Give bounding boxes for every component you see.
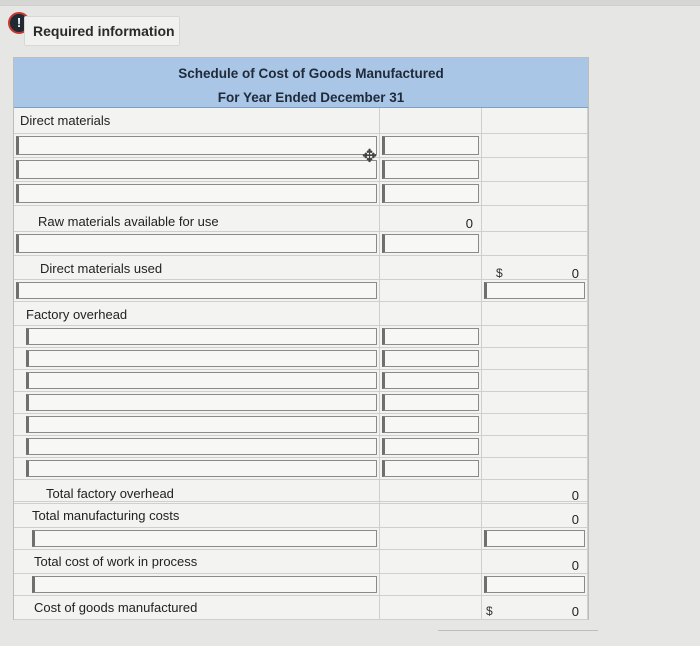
ending-wip-amount-input[interactable] [484, 576, 585, 593]
dm-item-1-label-input[interactable] [16, 136, 377, 155]
foh-label-cell [14, 348, 380, 370]
total-factory-overhead-label: Total factory overhead [14, 482, 380, 504]
empty-cell [482, 134, 588, 158]
empty-cell [380, 482, 482, 504]
table-row [14, 414, 588, 436]
table-row [14, 280, 588, 302]
foh-item-7-amount-input[interactable] [382, 460, 479, 477]
wip-amount-cell [482, 528, 588, 550]
direct-materials-used-amount: 0 [571, 266, 579, 280]
cost-of-goods-manufactured-value [482, 596, 588, 620]
foh-label-cell [14, 370, 380, 392]
empty-cell [482, 392, 588, 414]
empty-cell [380, 504, 482, 528]
cost-of-goods-manufactured-amount: 0 [571, 604, 579, 619]
ending-raw-materials-label-input[interactable] [16, 234, 377, 253]
foh-label-cell [14, 392, 380, 414]
foh-amount-cell [380, 392, 482, 414]
empty-cell [380, 108, 482, 134]
table-row [14, 134, 588, 158]
direct-materials-label: Direct materials [14, 108, 380, 134]
empty-cell [380, 528, 482, 550]
table-row [14, 232, 588, 256]
table-row [14, 206, 588, 232]
empty-cell [482, 232, 588, 256]
foh-label-cell [14, 326, 380, 348]
dm-item-cell [380, 134, 482, 158]
table-row [14, 574, 588, 596]
table-row [14, 182, 588, 206]
dm-item-3-amount-input[interactable] [382, 184, 479, 203]
cost-of-goods-manufactured-label: Cost of goods manufactured [14, 596, 380, 620]
dm-item-label-cell [14, 182, 380, 206]
dm-item-label-cell [14, 158, 380, 182]
foh-item-5-label-input[interactable] [26, 416, 377, 433]
schedule-period: For Year Ended December 31 [217, 90, 405, 105]
foh-item-6-label-input[interactable] [26, 438, 377, 455]
schedule-title: Schedule of Cost of Goods Manufactured [178, 66, 444, 81]
empty-cell [380, 596, 482, 620]
raw-materials-available-label: Raw materials available for use [14, 206, 380, 232]
ending-wip-label-input[interactable] [32, 576, 377, 593]
foh-item-6-amount-input[interactable] [382, 438, 479, 455]
empty-cell [482, 414, 588, 436]
table-row [14, 302, 588, 326]
foh-item-4-amount-input[interactable] [382, 394, 479, 411]
foh-item-4-label-input[interactable] [26, 394, 377, 411]
foh-item-3-amount-input[interactable] [382, 372, 479, 389]
foh-item-1-label-input[interactable] [26, 328, 377, 345]
foh-amount-cell [380, 348, 482, 370]
empty-cell [380, 574, 482, 596]
empty-cell [380, 256, 482, 280]
foh-amount-cell [380, 458, 482, 480]
dm-item-3-label-input[interactable] [16, 184, 377, 203]
foh-amount-cell [380, 326, 482, 348]
dl-amount-cell [482, 280, 588, 302]
wip-label-cell [14, 574, 380, 596]
foh-amount-cell [380, 370, 482, 392]
ending-raw-materials-cell [380, 232, 482, 256]
foh-amount-cell [380, 414, 482, 436]
empty-cell [482, 182, 588, 206]
table-row [14, 596, 588, 620]
table-row [14, 158, 588, 182]
ending-raw-materials-amount-input[interactable] [382, 234, 479, 253]
wip-label-cell [14, 528, 380, 550]
dl-label-cell [14, 280, 380, 302]
dm-item-1-amount-input[interactable] [382, 136, 479, 155]
table-row [14, 348, 588, 370]
table-row [14, 392, 588, 414]
table-row [14, 504, 588, 528]
table-row [14, 528, 588, 550]
dm-item-cell [380, 158, 482, 182]
table-row [14, 370, 588, 392]
schedule-header [14, 58, 588, 108]
foh-label-cell [14, 436, 380, 458]
dm-item-label-cell [14, 134, 380, 158]
empty-cell [482, 458, 588, 480]
foh-item-3-label-input[interactable] [26, 372, 377, 389]
total-manufacturing-costs-value: 0 [482, 504, 588, 528]
direct-materials-used-value [482, 256, 588, 280]
foh-item-7-label-input[interactable] [26, 460, 377, 477]
table-row [14, 550, 588, 574]
beginning-wip-label-input[interactable] [32, 530, 377, 547]
factory-overhead-label: Factory overhead [14, 302, 380, 326]
empty-cell [482, 108, 588, 134]
move-cursor-icon: ✥ [362, 146, 378, 166]
total-cost-wip-label: Total cost of work in process [14, 550, 380, 574]
direct-labor-amount-input[interactable] [484, 282, 585, 299]
empty-cell [482, 302, 588, 326]
empty-cell [380, 550, 482, 574]
foh-label-cell [14, 414, 380, 436]
foh-item-1-amount-input[interactable] [382, 328, 479, 345]
direct-labor-label-input[interactable] [16, 282, 377, 299]
alert-icon: ! [8, 12, 30, 34]
total-factory-overhead-value: 0 [482, 482, 588, 504]
empty-cell [482, 436, 588, 458]
empty-cell [380, 280, 482, 302]
beginning-wip-amount-input[interactable] [484, 530, 585, 547]
currency-symbol: $ [496, 266, 503, 280]
table-row [14, 108, 588, 134]
empty-cell [482, 158, 588, 182]
cogm-schedule [13, 57, 589, 620]
empty-cell [482, 370, 588, 392]
dm-item-2-label-input[interactable] [16, 160, 377, 179]
foh-item-2-amount-input[interactable] [382, 350, 479, 367]
direct-materials-used-label: Direct materials used [14, 256, 380, 280]
raw-materials-available-value: 0 [380, 206, 482, 232]
table-row [14, 436, 588, 458]
total-cost-wip-value: 0 [482, 550, 588, 574]
top-toolbar-strip [0, 0, 700, 6]
empty-cell [482, 348, 588, 370]
ending-raw-materials-label-cell [14, 232, 380, 256]
foh-item-5-amount-input[interactable] [382, 416, 479, 433]
empty-cell [380, 302, 482, 326]
table-row [14, 326, 588, 348]
total-manufacturing-costs-label: Total manufacturing costs [14, 504, 380, 528]
empty-cell [482, 326, 588, 348]
dm-item-2-amount-input[interactable] [382, 160, 479, 179]
table-row [14, 458, 588, 480]
foh-item-2-label-input[interactable] [26, 350, 377, 367]
wip-amount-cell [482, 574, 588, 596]
currency-symbol: $ [486, 604, 493, 618]
table-row [14, 482, 588, 504]
required-information-tab[interactable]: Required information [24, 16, 180, 46]
empty-cell [482, 206, 588, 232]
dm-item-cell [380, 182, 482, 206]
foh-label-cell [14, 458, 380, 480]
table-row [14, 256, 588, 280]
foh-amount-cell [380, 436, 482, 458]
divider [438, 630, 598, 631]
